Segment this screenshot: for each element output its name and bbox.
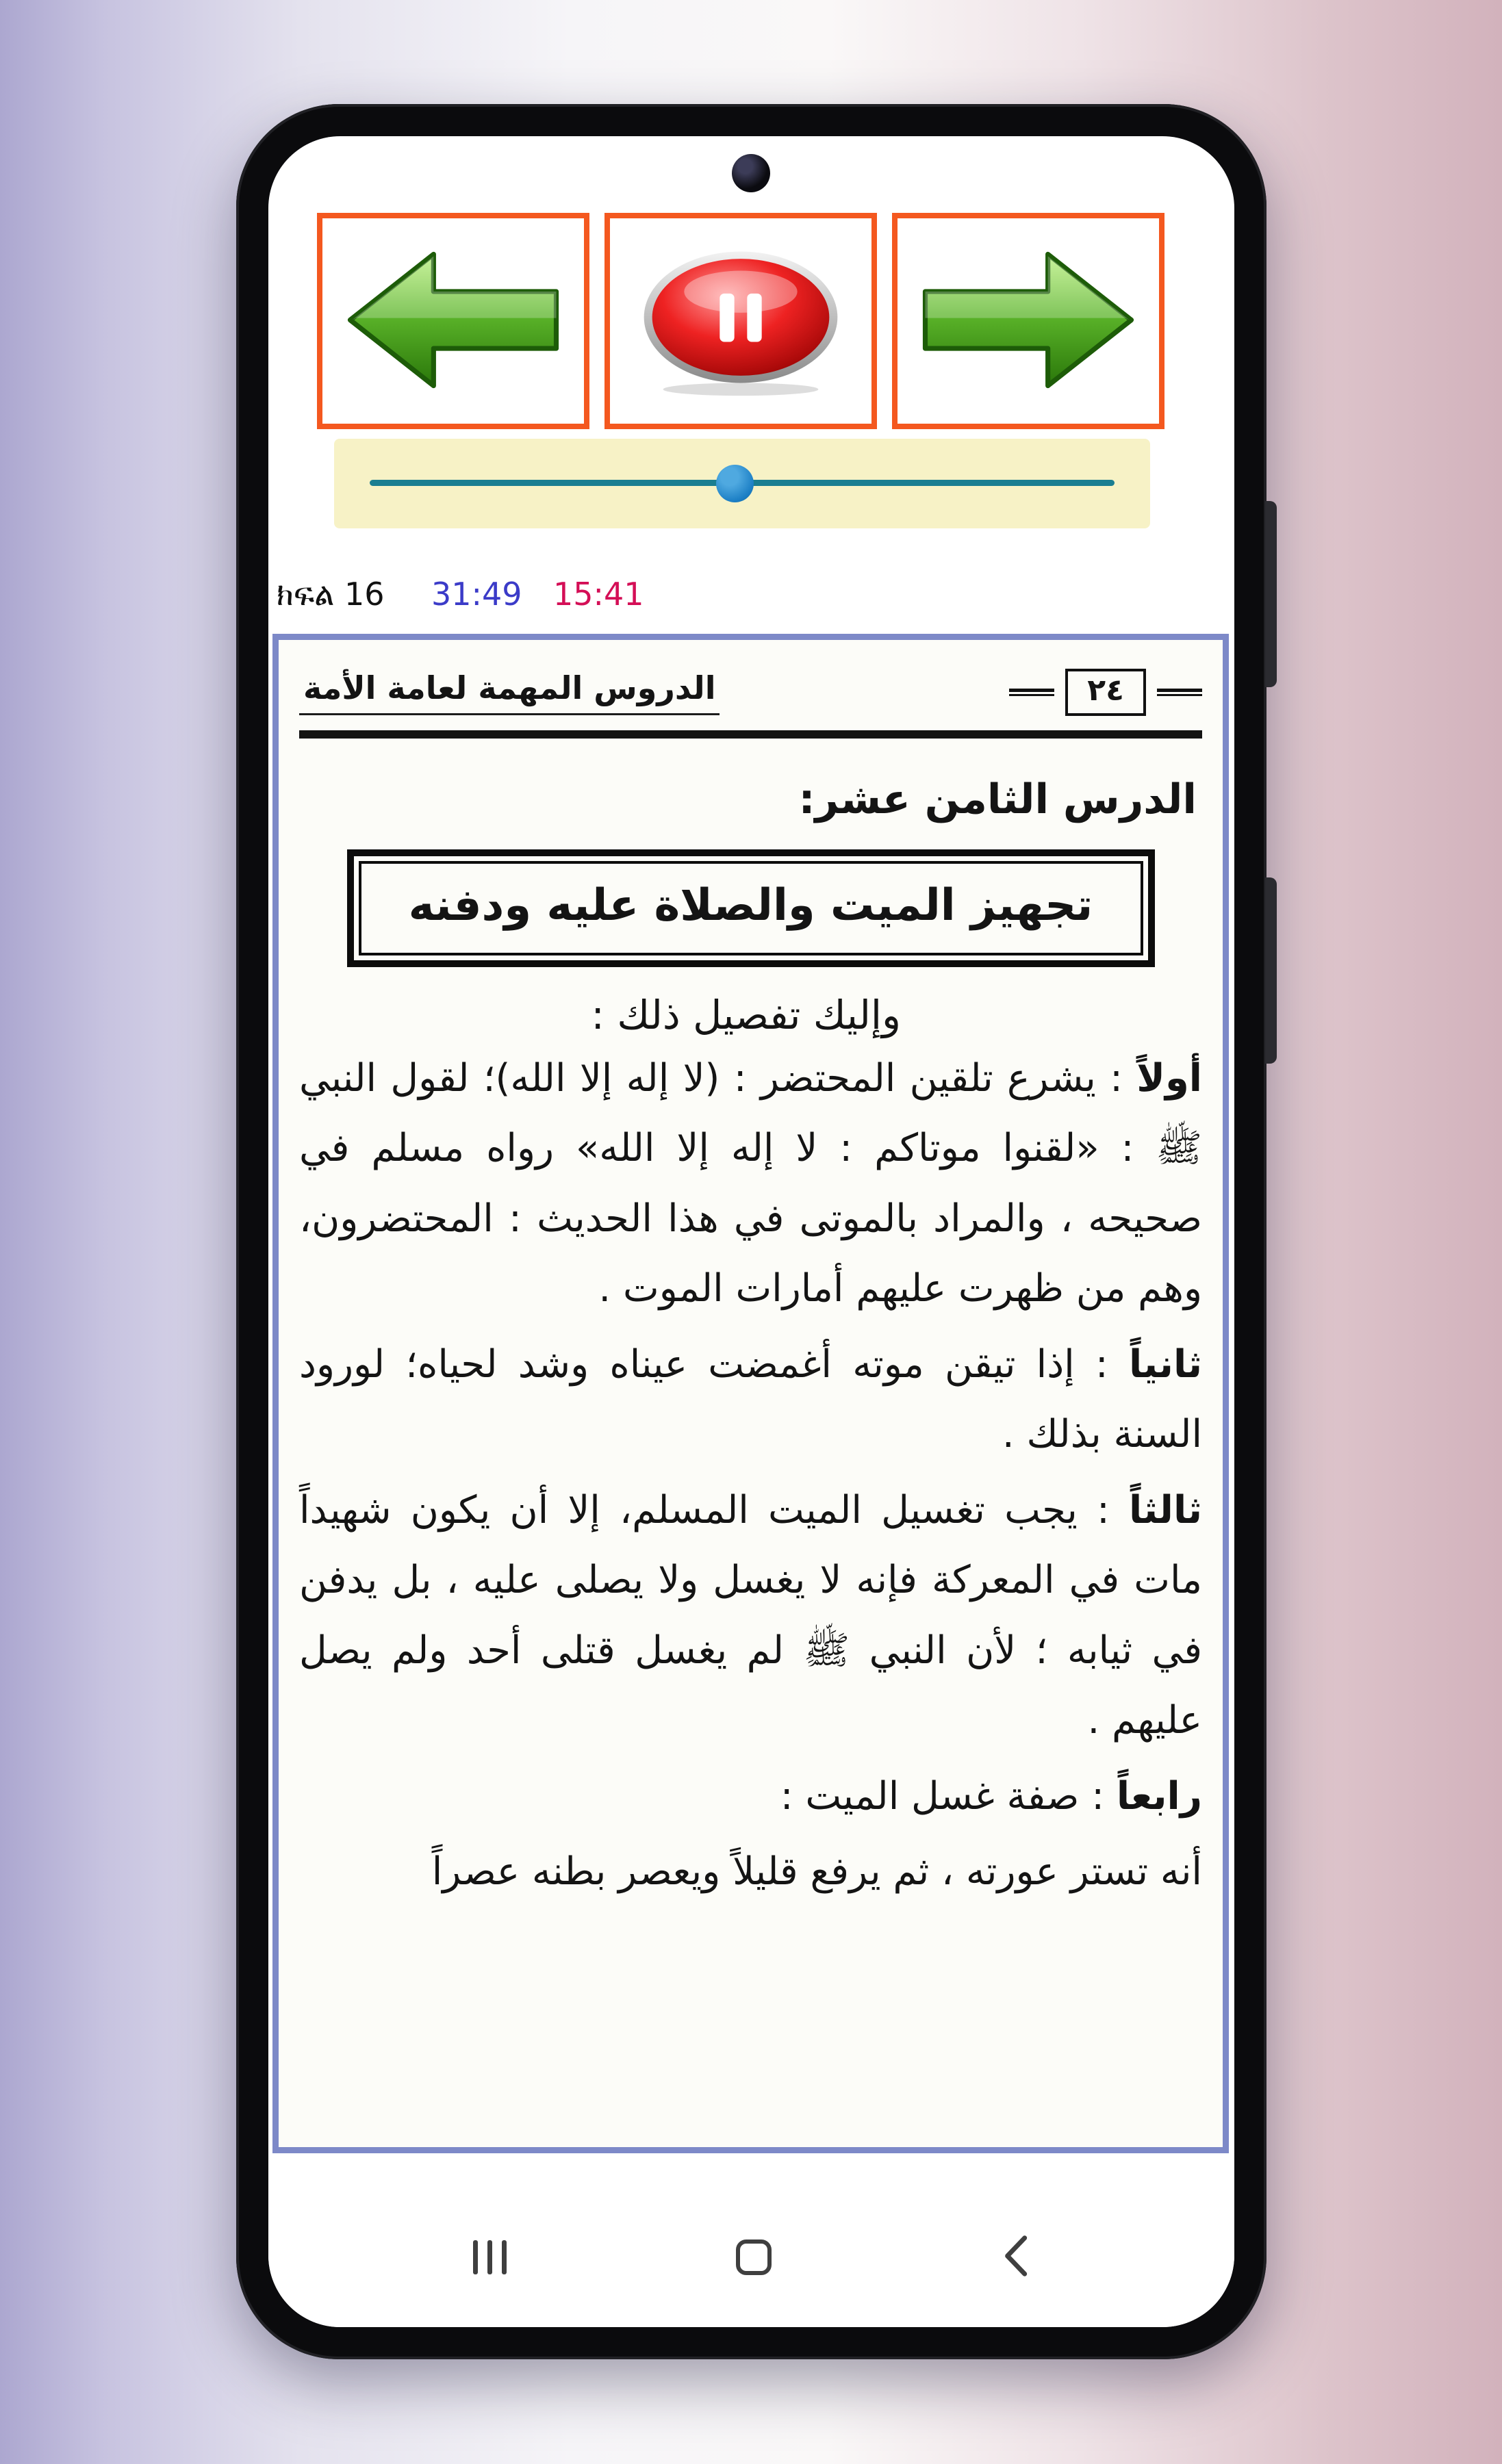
book-title: الدروس المهمة لعامة الأمة (299, 669, 720, 715)
paragraph-lead: أولاً (1136, 1056, 1202, 1101)
power-button[interactable] (1265, 877, 1277, 1064)
chapter-title-box (347, 849, 1155, 967)
header-rule (299, 730, 1202, 739)
part-label: ክፍል 16 (277, 576, 385, 613)
body-paragraph (299, 1044, 1202, 1324)
recent-apps-icon[interactable] (473, 2240, 507, 2274)
paragraph-text: : صفة غسل الميت : (780, 1773, 1117, 1819)
paragraph-text: : يجب تغسيل الميت المسلم، إلا أن يكون شهيداً مات في المعركة فإنه لا يغسل ولا يصلى عليه ، بل يدفن في ثيابه ؛ لأن النبي ﷺ لم يغسل قتلى أحد ولم يصل عليهم . (299, 1487, 1202, 1743)
ornament-line (1009, 689, 1054, 696)
book-page[interactable] (272, 634, 1229, 2153)
intro-line: وإليك تفصيل ذلك : (591, 992, 901, 1038)
body-paragraph (299, 1330, 1202, 1470)
green-arrow-right-icon (915, 246, 1141, 396)
page-number-group (1009, 669, 1202, 716)
camera-punch-hole (732, 154, 770, 192)
ornament-line (1157, 689, 1202, 696)
green-arrow-left-icon (340, 246, 566, 396)
home-icon[interactable] (736, 2240, 772, 2275)
pause-icon (631, 242, 850, 400)
previous-button[interactable] (317, 213, 589, 429)
back-icon[interactable] (1001, 2234, 1030, 2281)
paragraph-text: أنه تستر عورته ، ثم يرفع قليلاً ويعصر بطنه عصراً (431, 1849, 1202, 1895)
next-button[interactable] (892, 213, 1164, 429)
paragraph-lead: ثانياً (1129, 1342, 1202, 1387)
paragraph-text: : إذا تيقن موته أغمضت عيناه وشد لحياه؛ لورود السنة بذلك . (299, 1342, 1202, 1457)
paragraph-text: : يشرع تلقين المحتضر : (لا إله إلا الله)؛ لقول النبي ﷺ : «لقنوا موتاكم : لا إله إلا الله» رواه مسلم في صحيحه ، والمراد بالموتى في هذا الحديث : المحتضرون، وهم من ظهرت عليهم أمارات الموت . (299, 1056, 1202, 1311)
seek-bar[interactable] (334, 439, 1150, 528)
body-paragraph (299, 1837, 1202, 1907)
chapter-title: تجهيز الميت والصلاة عليه ودفنه (359, 861, 1143, 955)
volume-button[interactable] (1265, 501, 1277, 687)
elapsed-time: 31:49 (431, 576, 522, 613)
seek-thumb[interactable] (716, 465, 754, 502)
page-header (299, 665, 1202, 719)
remaining-time: 15:41 (553, 576, 644, 613)
lesson-heading: الدرس الثامن عشر: (798, 775, 1197, 823)
player-controls (317, 213, 1164, 429)
status-row (268, 576, 1234, 618)
android-nav-bar (268, 2187, 1234, 2327)
pause-button[interactable] (604, 213, 877, 429)
paragraph-lead: ثالثاً (1129, 1487, 1202, 1532)
phone-screen (268, 136, 1234, 2327)
body-paragraph (299, 1762, 1202, 1832)
phone-frame (236, 104, 1266, 2359)
body-paragraph (299, 1476, 1202, 1756)
paragraph-lead: رابعاً (1116, 1773, 1202, 1819)
page-number: ٢٤ (1065, 669, 1146, 716)
